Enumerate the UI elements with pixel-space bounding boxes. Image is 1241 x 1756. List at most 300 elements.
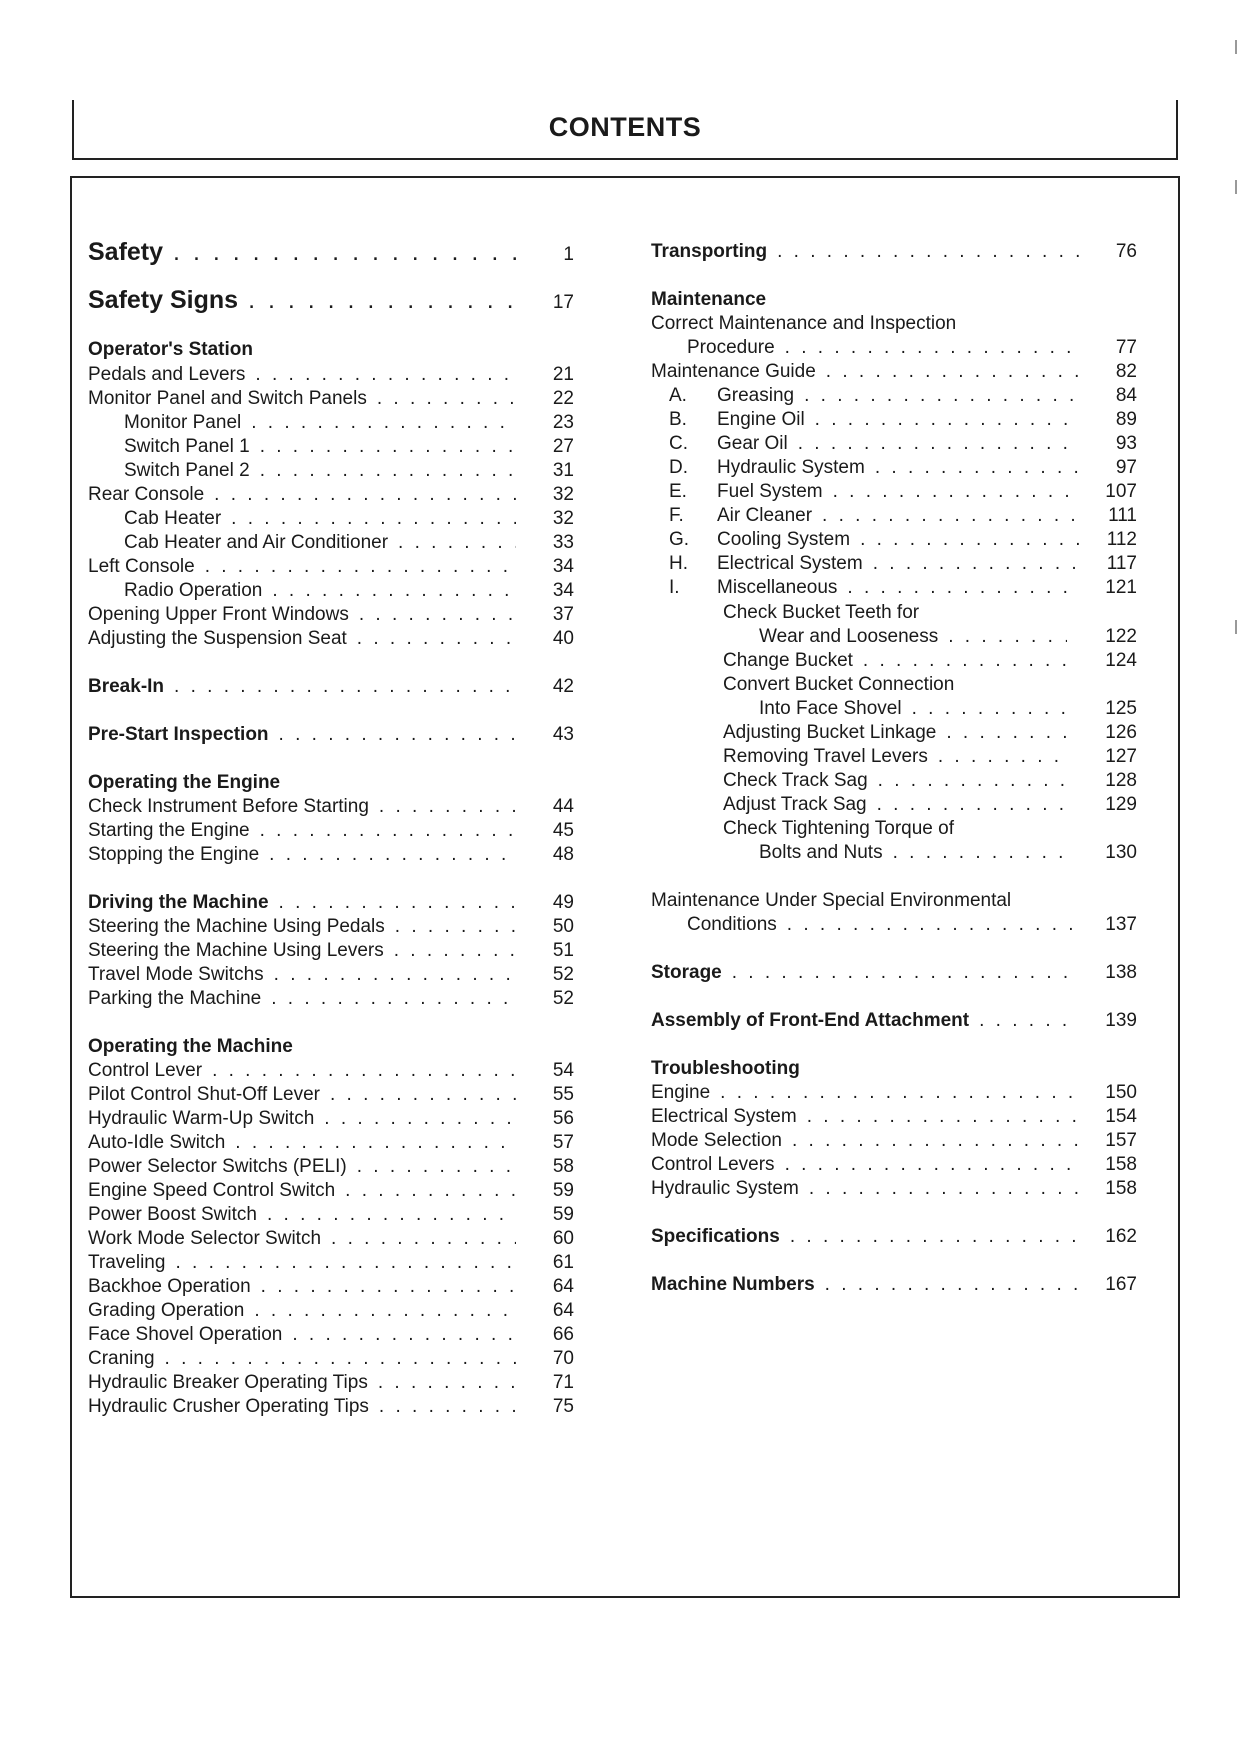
- toc-entry-title: Machine Numbers: [651, 1274, 815, 1295]
- toc-entry-title: Procedure: [687, 337, 775, 358]
- toc-entry: [88, 1298, 574, 1324]
- toc-entry: [651, 1128, 1137, 1154]
- toc-page-number: 121: [1105, 577, 1137, 598]
- toc-entry-title: Cab Heater and Air Conditioner: [124, 532, 389, 553]
- dot-leader: [948, 624, 1067, 650]
- toc-entry-title: Maintenance: [651, 289, 767, 310]
- toc-entry-letter: F.: [669, 505, 684, 526]
- dot-leader: [785, 1152, 1079, 1178]
- toc-entry: [88, 794, 574, 820]
- dot-leader: [875, 455, 1079, 481]
- toc-entry-title: Switch Panel 1: [124, 436, 250, 457]
- toc-entry: [88, 914, 574, 940]
- toc-entry-title: Adjust Track Sag: [723, 794, 867, 815]
- dot-leader: [833, 479, 1079, 505]
- toc-entry: [651, 1152, 1137, 1178]
- toc-page-number: 49: [552, 892, 574, 913]
- dot-leader: [331, 1226, 516, 1252]
- toc-entry: [88, 1346, 574, 1372]
- dot-leader: [732, 960, 1079, 986]
- toc-entry: [651, 1272, 1137, 1298]
- dot-leader: [893, 840, 1067, 866]
- toc-entry-title: Maintenance Guide: [651, 361, 816, 382]
- toc-page-number: 44: [552, 796, 574, 817]
- toc-page-number: 111: [1108, 505, 1137, 526]
- toc-entry: [88, 962, 574, 988]
- toc-entry-title: Operating the Engine: [88, 772, 281, 793]
- toc-page-number: 125: [1105, 698, 1137, 719]
- toc-page-number: 157: [1105, 1130, 1137, 1151]
- toc-entry: [88, 530, 574, 556]
- toc-entry-title: Removing Travel Levers: [723, 746, 928, 767]
- toc-entry-title: Grading Operation: [88, 1300, 245, 1321]
- dot-leader: [798, 431, 1079, 457]
- dot-leader: [279, 890, 516, 916]
- dot-leader: [378, 1370, 516, 1396]
- toc-page-number: 32: [552, 508, 574, 529]
- dot-leader: [214, 482, 516, 508]
- scan-mark: [1235, 620, 1237, 634]
- toc-entry: [88, 1130, 574, 1156]
- toc-page-number: 150: [1105, 1082, 1137, 1103]
- toc-entry: [651, 1224, 1137, 1250]
- toc-entry: [88, 1202, 574, 1228]
- toc-entry: [88, 434, 574, 460]
- toc-page-number: 34: [552, 580, 574, 601]
- toc-entry: [651, 744, 1137, 770]
- dot-leader: [359, 602, 516, 628]
- toc-entry: [651, 575, 1137, 601]
- toc-entry: [88, 337, 574, 363]
- toc-entry: [88, 1034, 574, 1060]
- toc-entry: [88, 482, 574, 508]
- toc-entry-title: Conditions: [687, 914, 777, 935]
- dot-leader: [330, 1082, 516, 1108]
- toc-entry: [651, 479, 1137, 505]
- toc-entry-title: Check Tightening Torque of: [723, 818, 954, 839]
- toc-entry-title: Cab Heater: [124, 508, 222, 529]
- dot-leader: [938, 744, 1067, 770]
- toc-entry-letter: A.: [669, 385, 687, 406]
- toc-page-number: 1: [563, 244, 574, 265]
- toc-page-number: 107: [1105, 481, 1137, 502]
- toc-page-number: 60: [552, 1228, 574, 1249]
- toc-entry: [88, 1106, 574, 1132]
- toc-entry: [651, 1080, 1137, 1106]
- toc-entry-letter: E.: [669, 481, 687, 502]
- toc-entry: [88, 287, 574, 313]
- toc-page-number: 75: [552, 1396, 574, 1417]
- toc-entry: [88, 1370, 574, 1396]
- dot-leader: [394, 938, 516, 964]
- toc-entry: [88, 818, 574, 844]
- toc-page-number: 138: [1105, 962, 1137, 983]
- dot-leader: [790, 1224, 1079, 1250]
- dot-leader: [279, 722, 516, 748]
- toc-entry-title: Traveling: [88, 1252, 166, 1273]
- dot-leader: [946, 720, 1067, 746]
- dot-leader: [165, 1346, 516, 1372]
- toc-entry: [88, 554, 574, 580]
- toc-page-number: 27: [552, 436, 574, 457]
- toc-entry-title: Adjusting Bucket Linkage: [723, 722, 937, 743]
- toc-page-number: 122: [1105, 626, 1137, 647]
- dot-leader: [173, 239, 516, 265]
- dot-leader: [792, 1128, 1079, 1154]
- toc-entry: [88, 602, 574, 628]
- toc-entry-title: Monitor Panel and Switch Panels: [88, 388, 367, 409]
- dot-leader: [251, 410, 516, 436]
- dot-leader: [809, 1176, 1079, 1202]
- toc-entry-title: Operating the Machine: [88, 1036, 293, 1057]
- toc-page-number: 117: [1106, 553, 1137, 574]
- toc-entry-title: Hydraulic Crusher Operating Tips: [88, 1396, 369, 1417]
- toc-page-number: 34: [552, 556, 574, 577]
- toc-entry-title: Engine Speed Control Switch: [88, 1180, 336, 1201]
- toc-entry: [651, 816, 1137, 842]
- toc-entry: [88, 578, 574, 604]
- toc-page-number: 42: [552, 676, 574, 697]
- toc-entry: [88, 386, 574, 412]
- toc-entry-letter: C.: [669, 433, 688, 454]
- toc-entry-title: Pre-Start Inspection: [88, 724, 269, 745]
- toc-page-number: 64: [552, 1276, 574, 1297]
- toc-entry-title: Check Instrument Before Starting: [88, 796, 369, 817]
- dot-leader: [212, 1058, 516, 1084]
- toc-entry: [88, 506, 574, 532]
- toc-entry-title: Radio Operation: [124, 580, 263, 601]
- toc-entry: [88, 770, 574, 796]
- scan-mark: [1235, 40, 1237, 54]
- toc-page-number: 23: [552, 412, 574, 433]
- toc-entry: [651, 383, 1137, 409]
- toc-entry-title: Parking the Machine: [88, 988, 262, 1009]
- toc-entry-title: Hydraulic System: [717, 457, 865, 478]
- toc-entry-title: Hydraulic Warm-Up Switch: [88, 1108, 315, 1129]
- dot-leader: [272, 578, 516, 604]
- toc-page-number: 154: [1105, 1106, 1137, 1127]
- toc-entry-title: Operator's Station: [88, 339, 253, 360]
- toc-page-number: 37: [552, 604, 574, 625]
- toc-entry-title: Cooling System: [717, 529, 851, 550]
- toc-page-number: 70: [552, 1348, 574, 1369]
- toc-entry-title: Assembly of Front-End Attachment: [651, 1010, 970, 1031]
- toc-page-number: 93: [1115, 433, 1137, 454]
- toc-entry: [88, 674, 574, 700]
- toc-entry-title: Wear and Looseness: [759, 626, 939, 647]
- toc-entry-letter: G.: [669, 529, 690, 550]
- toc-entry: [651, 792, 1137, 818]
- toc-entry-title: Auto-Idle Switch: [88, 1132, 226, 1153]
- toc-entry-title: Steering the Machine Using Levers: [88, 940, 384, 961]
- toc-page-number: 158: [1105, 1154, 1137, 1175]
- toc-entry: [88, 1082, 574, 1108]
- toc-page-number: 32: [552, 484, 574, 505]
- toc-entry: [651, 960, 1137, 986]
- dot-leader: [260, 458, 516, 484]
- toc-entry: [651, 527, 1137, 553]
- toc-entry-title: Engine Oil: [717, 409, 805, 430]
- dot-leader: [826, 359, 1079, 385]
- toc-entry: [88, 1250, 574, 1276]
- dot-leader: [804, 383, 1079, 409]
- dot-leader: [379, 1394, 516, 1420]
- toc-page-number: 21: [552, 364, 574, 385]
- dot-leader: [720, 1080, 1079, 1106]
- toc-page-number: 58: [552, 1156, 574, 1177]
- toc-entry-title: Convert Bucket Connection: [723, 674, 955, 695]
- toc-entry: [88, 1178, 574, 1204]
- toc-entry-title: Steering the Machine Using Pedals: [88, 916, 385, 937]
- toc-entry: [651, 287, 1137, 313]
- toc-entry: [88, 890, 574, 916]
- toc-entry: [88, 1226, 574, 1252]
- toc-entry-title: Face Shovel Operation: [88, 1324, 283, 1345]
- toc-page-number: 97: [1115, 457, 1137, 478]
- toc-page-number: 40: [552, 628, 574, 649]
- dot-leader: [847, 575, 1079, 601]
- toc-entry-title: Pedals and Levers: [88, 364, 246, 385]
- toc-entry-title: Backhoe Operation: [88, 1276, 251, 1297]
- toc-entry: [88, 986, 574, 1012]
- toc-page-number: 55: [552, 1084, 574, 1105]
- toc-entry-title: Gear Oil: [717, 433, 788, 454]
- toc-entry: [651, 239, 1137, 265]
- toc-entry-title: Adjusting the Suspension Seat: [88, 628, 347, 649]
- toc-entry-title: Safety Signs: [88, 286, 239, 314]
- dot-leader: [205, 554, 516, 580]
- dot-leader: [357, 626, 516, 652]
- toc-entry-title: Air Cleaner: [717, 505, 813, 526]
- toc-entry: [88, 842, 574, 868]
- toc-entry-title: Rear Console: [88, 484, 205, 505]
- dot-leader: [863, 648, 1067, 674]
- toc-entry: [651, 335, 1137, 361]
- toc-page-number: 137: [1105, 914, 1137, 935]
- toc-entry: [88, 239, 574, 265]
- toc-entry: [88, 1274, 574, 1300]
- toc-entry-title: Storage: [651, 962, 722, 983]
- dot-leader: [231, 506, 516, 532]
- toc-entry-title: Correct Maintenance and Inspection: [651, 313, 957, 334]
- dot-leader: [260, 434, 516, 460]
- toc-entry-title: Engine: [651, 1082, 711, 1103]
- toc-page-number: 43: [552, 724, 574, 745]
- dot-leader: [379, 794, 516, 820]
- dot-leader: [267, 1202, 516, 1228]
- toc-entry: [88, 722, 574, 748]
- toc-page-number: 56: [552, 1108, 574, 1129]
- toc-page-number: 22: [552, 388, 574, 409]
- toc-entry-letter: H.: [669, 553, 688, 574]
- toc-entry-title: Mode Selection: [651, 1130, 782, 1151]
- dot-leader: [878, 768, 1067, 794]
- toc-entry: [651, 720, 1137, 746]
- dot-leader: [877, 792, 1067, 818]
- dot-leader: [979, 1008, 1079, 1034]
- toc-entry-title: Power Selector Switchs (PELI): [88, 1156, 347, 1177]
- dot-leader: [261, 1274, 516, 1300]
- toc-entry-title: Troubleshooting: [651, 1058, 800, 1079]
- toc-entry-title: Control Levers: [651, 1154, 775, 1175]
- dot-leader: [271, 986, 516, 1012]
- toc-entry: [651, 1008, 1137, 1034]
- toc-entry-title: Maintenance Under Special Environmental: [651, 890, 1012, 911]
- toc-entry: [651, 407, 1137, 433]
- toc-entry-title: Break-In: [88, 676, 165, 697]
- toc-entry-letter: B.: [669, 409, 687, 430]
- dot-leader: [345, 1178, 516, 1204]
- toc-entry: [651, 840, 1137, 866]
- toc-entry-title: Greasing: [717, 385, 795, 406]
- dot-leader: [174, 674, 516, 700]
- dot-leader: [787, 912, 1079, 938]
- dot-leader: [235, 1130, 516, 1156]
- toc-page-number: 17: [552, 292, 574, 313]
- toc-entry: [651, 888, 1137, 914]
- toc-page-number: 57: [552, 1132, 574, 1153]
- toc-page-number: 50: [552, 916, 574, 937]
- toc-page-number: 51: [552, 940, 574, 961]
- toc-entry-title: Fuel System: [717, 481, 823, 502]
- toc-page-number: 48: [552, 844, 574, 865]
- toc-entry-letter: D.: [669, 457, 688, 478]
- toc-page-number: 64: [552, 1300, 574, 1321]
- toc-entry: [651, 1104, 1137, 1130]
- toc-entry-title: Work Mode Selector Switch: [88, 1228, 322, 1249]
- toc-entry: [651, 912, 1137, 938]
- dot-leader: [260, 818, 516, 844]
- contents-header-box: [72, 100, 1178, 160]
- dot-leader: [822, 503, 1079, 529]
- toc-entry: [651, 600, 1137, 626]
- toc-page-number: 130: [1105, 842, 1137, 863]
- dot-leader: [175, 1250, 516, 1276]
- dot-leader: [807, 1104, 1079, 1130]
- page-title: CONTENTS: [548, 112, 702, 142]
- dot-leader: [248, 287, 516, 313]
- toc-entry: [651, 1056, 1137, 1082]
- toc-entry-title: Starting the Engine: [88, 820, 250, 841]
- toc-entry: [651, 503, 1137, 529]
- toc-page-number: 158: [1105, 1178, 1137, 1199]
- toc-entry: [651, 311, 1137, 337]
- dot-leader: [815, 407, 1079, 433]
- dot-leader: [255, 362, 516, 388]
- toc-entry-title: Into Face Shovel: [759, 698, 902, 719]
- toc-entry-title: Craning: [88, 1348, 155, 1369]
- toc-page-number: 126: [1105, 722, 1137, 743]
- toc-entry: [88, 410, 574, 436]
- toc-page-number: 89: [1115, 409, 1137, 430]
- toc-entry-title: Miscellaneous: [717, 577, 838, 598]
- toc-entry-title: Hydraulic System: [651, 1178, 799, 1199]
- toc-page-number: 129: [1105, 794, 1137, 815]
- toc-entry-title: Check Track Sag: [723, 770, 868, 791]
- toc-entry-title: Check Bucket Teeth for: [723, 602, 920, 623]
- dot-leader: [860, 527, 1079, 553]
- dot-leader: [274, 962, 516, 988]
- toc-entry-title: Monitor Panel: [124, 412, 242, 433]
- toc-entry: [88, 458, 574, 484]
- toc-page-number: 61: [552, 1252, 574, 1273]
- dot-leader: [377, 386, 516, 412]
- dot-leader: [254, 1298, 516, 1324]
- toc-entry: [88, 938, 574, 964]
- toc-page-number: 77: [1115, 337, 1137, 358]
- toc-entry-title: Safety: [88, 238, 164, 266]
- toc-entry-title: Specifications: [651, 1226, 780, 1247]
- toc-page-number: 139: [1105, 1010, 1137, 1031]
- toc-entry-title: Driving the Machine: [88, 892, 269, 913]
- toc-entry-title: Switch Panel 2: [124, 460, 250, 481]
- toc-entry-title: Transporting: [651, 241, 768, 262]
- toc-page-number: 45: [552, 820, 574, 841]
- toc-page-number: 52: [552, 988, 574, 1009]
- toc-page-number: 124: [1105, 650, 1137, 671]
- toc-entry: [651, 1176, 1137, 1202]
- toc-entry: [88, 362, 574, 388]
- toc-entry: [651, 359, 1137, 385]
- toc-entry-title: Left Console: [88, 556, 195, 577]
- toc-entry: [651, 648, 1137, 674]
- toc-page-number: 54: [552, 1060, 574, 1081]
- toc-entry-letter: I.: [669, 577, 680, 598]
- dot-leader: [873, 551, 1079, 577]
- toc-entry: [651, 672, 1137, 698]
- toc-page-number: 112: [1106, 529, 1137, 550]
- toc-entry-title: Opening Upper Front Windows: [88, 604, 349, 625]
- toc-entry-title: Travel Mode Switchs: [88, 964, 264, 985]
- toc-entry-title: Bolts and Nuts: [759, 842, 883, 863]
- toc-page-number: 128: [1105, 770, 1137, 791]
- toc-page-number: 167: [1105, 1274, 1137, 1295]
- toc-entry-title: Electrical System: [717, 553, 863, 574]
- toc-page-number: 52: [552, 964, 574, 985]
- dot-leader: [269, 842, 516, 868]
- toc-page-number: 71: [552, 1372, 574, 1393]
- toc-entry: [88, 1058, 574, 1084]
- toc-entry-title: Power Boost Switch: [88, 1204, 257, 1225]
- toc-entry: [88, 1394, 574, 1420]
- toc-page-number: 84: [1115, 385, 1137, 406]
- dot-leader: [825, 1272, 1079, 1298]
- toc-entry: [651, 768, 1137, 794]
- toc-page-number: 82: [1115, 361, 1137, 382]
- dot-leader: [292, 1322, 516, 1348]
- toc-page-number: 33: [552, 532, 574, 553]
- toc-page-number: 127: [1105, 746, 1137, 767]
- toc-entry: [651, 455, 1137, 481]
- toc-entry: [88, 1154, 574, 1180]
- dot-leader: [398, 530, 516, 556]
- toc-entry-title: Change Bucket: [723, 650, 853, 671]
- toc-entry-title: Electrical System: [651, 1106, 797, 1127]
- toc-page-number: 76: [1115, 241, 1137, 262]
- toc-entry: [88, 1322, 574, 1348]
- toc-entry-title: Hydraulic Breaker Operating Tips: [88, 1372, 368, 1393]
- toc-entry: [651, 431, 1137, 457]
- toc-entry: [651, 696, 1137, 722]
- toc-entry-title: Pilot Control Shut-Off Lever: [88, 1084, 320, 1105]
- dot-leader: [777, 239, 1079, 265]
- scan-mark: [1235, 180, 1237, 194]
- toc-page-number: 59: [552, 1180, 574, 1201]
- toc-page-number: 162: [1105, 1226, 1137, 1247]
- toc-page-number: 59: [552, 1204, 574, 1225]
- dot-leader: [395, 914, 516, 940]
- dot-leader: [324, 1106, 516, 1132]
